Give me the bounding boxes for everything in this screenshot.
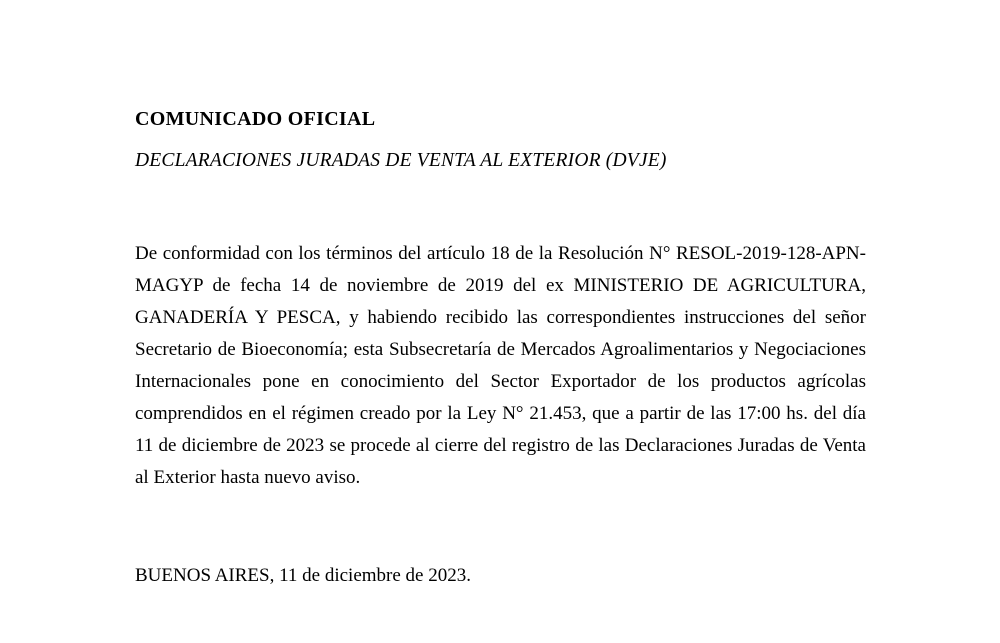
document-dateline: BUENOS AIRES, 11 de diciembre de 2023. [135, 565, 471, 586]
document-page [135, 0, 866, 592]
document-subtitle: DECLARACIONES JURADAS DE VENTA AL EXTERIOR (DVJE) [135, 150, 667, 171]
document-title: COMUNICADO OFICIAL [135, 108, 376, 130]
document-body-paragraph: De conformidad con los términos del artículo 18 de la Resolución N° RESOL-2019-128-APN-MAGYP de fecha 14 de noviembre de 2019 del ex MINISTERIO DE AGRICULTURA, GANADERÍA Y PESCA, y habiendo recibido las correspondientes instrucciones del señor Secretario de Bioeconomía; esta Subsecretaría de Mercados Agroalimentarios y Negociaciones Internacionales pone en conocimiento del Sector Exportador de los productos agrícolas comprendidos en el régimen creado por la Ley N° 21.453, que a partir de las 17:00 hs. del día 11 de diciembre de 2023 se procede al cierre del registro de las Declaraciones Juradas de Venta al Exterior hasta nuevo aviso. [135, 243, 866, 488]
